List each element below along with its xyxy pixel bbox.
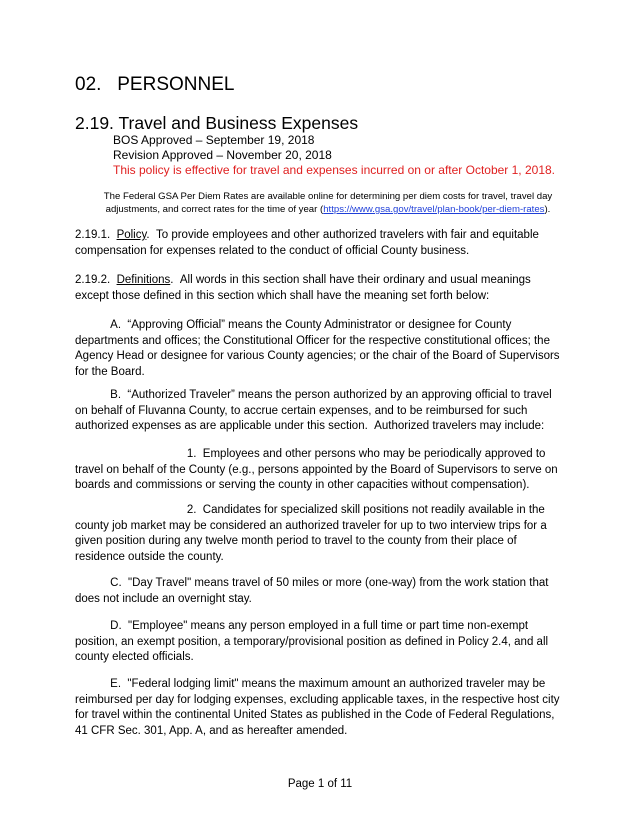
authorized-traveler-item-2: 2. Candidates for specialized skill positions not readily available in the county job market may be considered an authorized traveler for up to two interview trips for a given position during any twelve month period to travel to the county from their place of residence outside the county.: [75, 504, 547, 563]
gsa-per-diem-link[interactable]: https://www.gsa.gov/travel/plan-book/per-diem-rates: [323, 204, 545, 215]
page-number-footer: Page 1 of 11: [287, 778, 353, 790]
section-title: 2.19. Travel and Business Expenses: [75, 113, 359, 133]
policy-heading: Policy: [116, 229, 147, 241]
definition-day-travel: C. "Day Travel" means travel of 50 miles or more (one-way) from the work station that does not include an overnight stay.: [75, 577, 549, 605]
effective-date-note: This policy is effective for travel and expenses incurred on or after October 1, 2018.: [113, 163, 556, 177]
definitions-heading: Definitions: [116, 274, 171, 286]
definition-employee: D. "Employee" means any person employed in a full time or part time non-exempt position, an exempt position, a temporary/provisional position as defined in Policy 2.4, and all county elected officials.: [75, 620, 549, 664]
chapter-heading: 02. PERSONNEL: [75, 74, 235, 95]
definition-federal-lodging-limit: E. "Federal lodging limit" means the maximum amount an authorized traveler may be reimbursed per day for lodging expenses, excluding applicable taxes, in the respective host city for travel within the continental United States as published in the Code of Federal Regulations, 41 CFR Sec. 301, App. A, and as hereafter amended.: [75, 678, 560, 737]
bos-approved-date: BOS Approved – September 19, 2018: [113, 133, 315, 147]
policy-number: 2.19.1.: [75, 229, 117, 241]
policy-text: . To provide employees and other authorized travelers with fair and equitable compensation for expenses related to the conduct of official County business.: [75, 229, 539, 257]
revision-approved-date: Revision Approved – November 20, 2018: [113, 148, 332, 162]
definitions-paragraph: [75, 273, 565, 304]
gsa-per-diem-note: [98, 190, 558, 216]
definitions-number: 2.19.2.: [75, 274, 117, 286]
definitions-text: . All words in this section shall have their ordinary and usual meanings except those defined in this section which shall have the meaning set forth below:: [75, 274, 531, 302]
definition-approving-official: A. “Approving Official” means the County Administrator or designee for County departments and offices; the Constitutional Officer for the respective constitutional offices; the Agency Head or designee for various County agencies; or the chair of the Board of Supervisors for the Board.: [75, 319, 560, 378]
policy-paragraph: [75, 228, 565, 259]
definition-authorized-traveler: B. “Authorized Traveler” means the person authorized by an approving official to travel on behalf of Fluvanna County, to accrue certain expenses, and to be reimbursed for such authorized expenses as are applicable under this section. Authorized travelers may include:: [75, 389, 552, 433]
authorized-traveler-item-1: 1. Employees and other persons who may be periodically approved to travel on behalf of the County (e.g., persons appointed by the Board of Supervisors to serve on boards and commissions or serving the county in other capacities without compensation).: [75, 448, 558, 492]
gsa-note-closing: ).: [544, 204, 551, 215]
gsa-note-text: The Federal GSA Per Diem Rates are available online for determining per diem costs for travel, travel day adjustments, and correct rates for the time of year (: [103, 191, 553, 215]
